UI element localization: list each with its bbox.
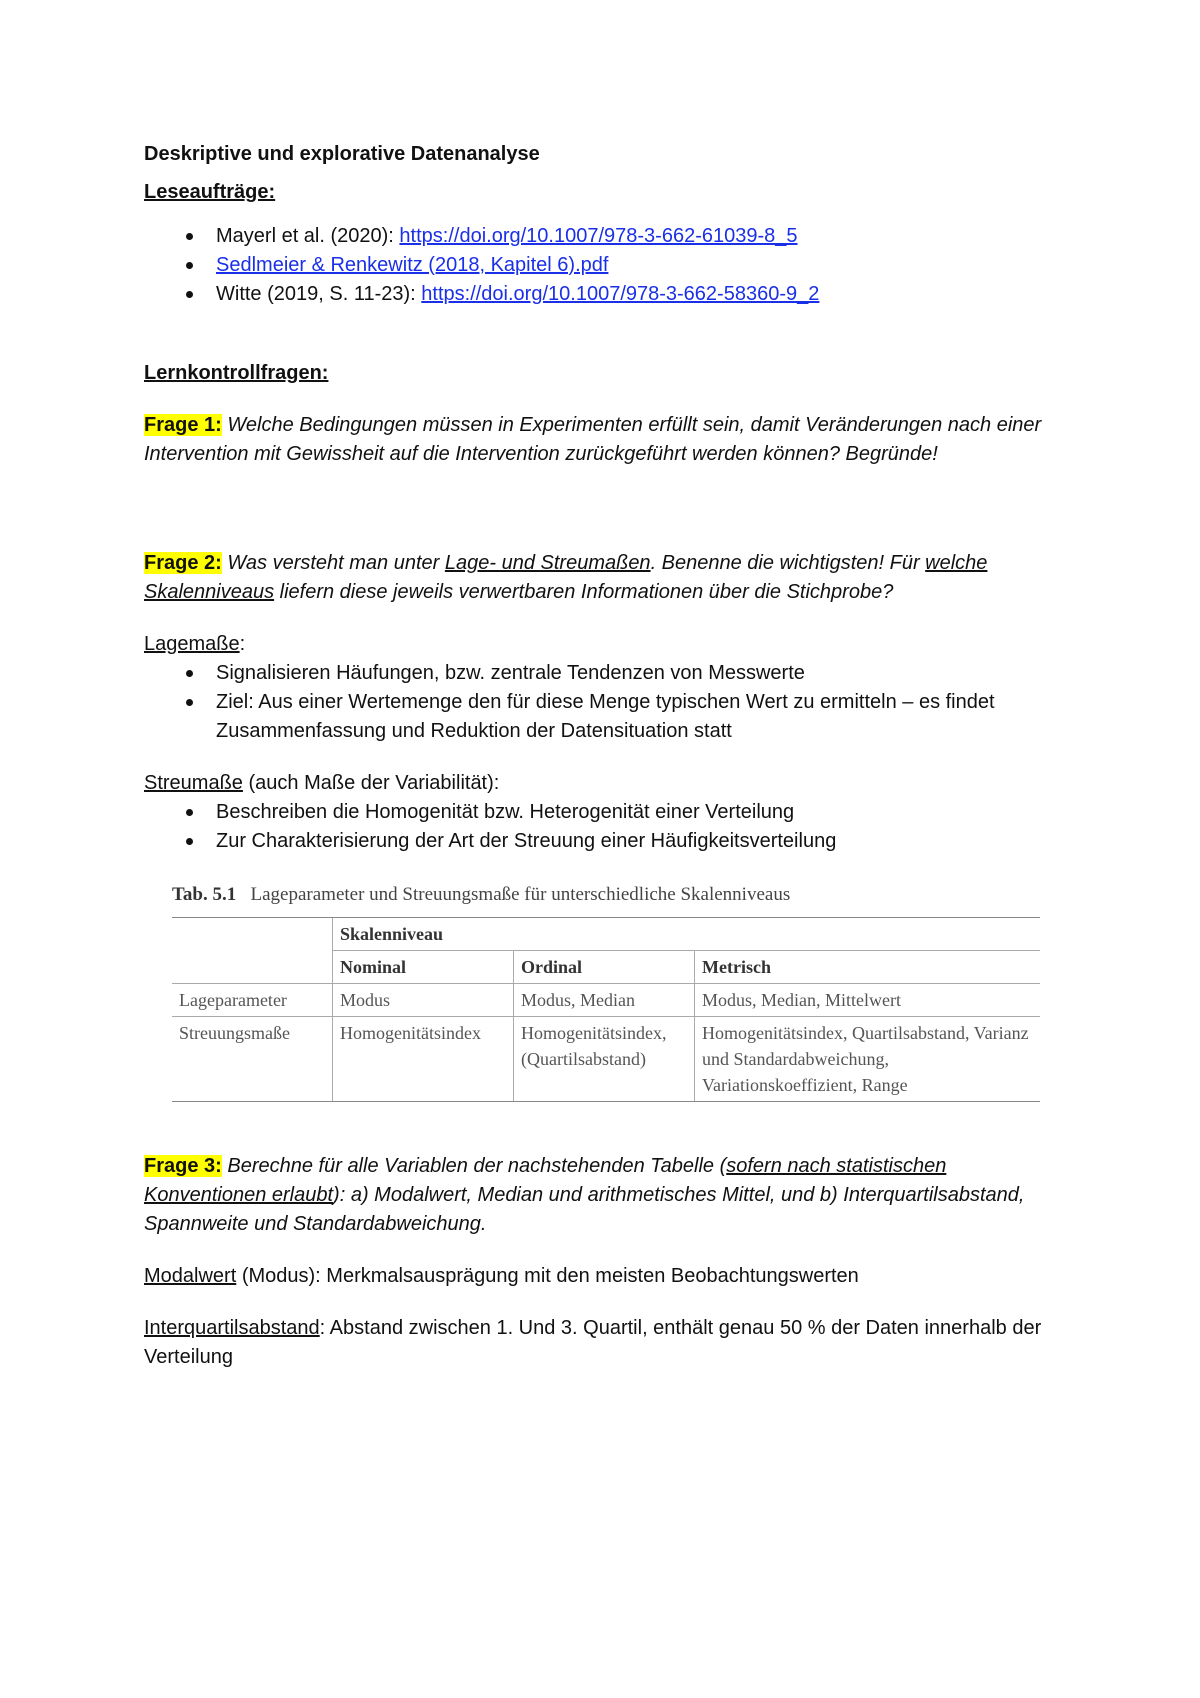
question-3: Frage 3: Berechne für alle Variablen der nachstehenden Tabelle (sofern nach statistischen Konventionen erlaubt): a) Modalwert, Median und arithmetisches Mittel, und b) Interquartilsabstand, Spannweite und Standardabweichung. — [144, 1155, 1025, 1235]
table-caption: Tab. 5.1 Lageparameter und Streuungsmaße für unterschiedliche Skalenniveaus — [172, 884, 791, 905]
scale-level-table — [172, 917, 1040, 1102]
reading-heading: Leseaufträge: — [144, 181, 276, 203]
lagemasse-list — [144, 659, 1044, 746]
question-1-label: Frage 1: — [144, 414, 222, 436]
document-page — [144, 140, 1044, 1372]
table-cell: Modus, Median, Mittelwert — [695, 984, 1041, 1017]
reading-list — [144, 222, 1044, 309]
question-1 — [144, 411, 1044, 469]
question-2: Frage 2: Was versteht man unter Lage- und Streumaßen. Benenne die wichtigsten! Für welche Skalenniveaus liefern diese jeweils verwertbaren Informationen über die Stichprobe? — [144, 552, 988, 603]
question-2-underline-2: welche Skalenniveaus — [144, 552, 988, 603]
question-2-label: Frage 2: — [144, 552, 222, 574]
control-questions-heading: Lernkontrollfragen: — [144, 362, 329, 384]
doi-link-witte[interactable]: https://doi.org/10.1007/978-3-662-58360-9_2 — [421, 283, 820, 305]
reading-item: Witte (2019, S. 11-23): https://doi.org/10.1007/978-3-662-58360-9_2 — [144, 280, 1044, 309]
reading-item — [144, 251, 1044, 280]
lagemasse-heading: Lagemaße: — [144, 633, 246, 655]
scale-level-table-figure — [172, 880, 1040, 1102]
table-group-header: Skalenniveau — [333, 918, 1041, 951]
table-row — [172, 1017, 1040, 1102]
interquartilsabstand-definition: Interquartilsabstand: Abstand zwischen 1. Und 3. Quartil, enthält genau 50 % der Daten innerhalb der Verteilung — [144, 1317, 1042, 1368]
question-2-underline-1: Lage- und Streumaßen — [444, 552, 651, 574]
table-cell: Modus — [333, 984, 514, 1017]
streumasse-list — [144, 798, 1044, 856]
table-cell: Modus, Median — [514, 984, 695, 1017]
table-row-label: Lageparameter — [172, 984, 333, 1017]
table-row — [172, 984, 1040, 1017]
document-title: Deskriptive und explorative Datenanalyse — [144, 143, 540, 165]
table-cell: Homogenitätsindex, Quartilsabstand, Varianz und Standardabweichung, Variationskoeffizient, Range — [695, 1017, 1041, 1102]
pdf-link-sedlmeier[interactable]: Sedlmeier & Renkewitz (2018, Kapitel 6).pdf — [216, 254, 609, 276]
list-item: Signalisieren Häufungen, bzw. zentrale Tendenzen von Messwerte — [144, 659, 1044, 688]
streumasse-heading: Streumaße (auch Maße der Variabilität): — [144, 772, 500, 794]
table-cell: Homogenitätsindex, (Quartilsabstand) — [514, 1017, 695, 1102]
table-row-label: Streuungsmaße — [172, 1017, 333, 1102]
doi-link-mayerl[interactable]: https://doi.org/10.1007/978-3-662-61039-8_5 — [399, 225, 798, 247]
list-item: Zur Charakterisierung der Art der Streuung einer Häufigkeitsverteilung — [144, 827, 1044, 856]
question-3-label: Frage 3: — [144, 1155, 222, 1177]
question-1-text: Welche Bedingungen müssen in Experimenten erfüllt sein, damit Veränderungen nach einer Intervention mit Gewissheit auf die Intervention zurückgeführt werden können? Begründe! — [144, 414, 1042, 465]
table-column-header: Nominal — [333, 951, 514, 984]
reading-item: Mayerl et al. (2020): https://doi.org/10.1007/978-3-662-61039-8_5 — [144, 222, 1044, 251]
list-item: Beschreiben die Homogenität bzw. Heterogenität einer Verteilung — [144, 798, 1044, 827]
question-3-underline: sofern nach statistischen Konventionen erlaubt — [144, 1155, 947, 1206]
modalwert-definition: Modalwert (Modus): Merkmalsausprägung mit den meisten Beobachtungswerten — [144, 1265, 859, 1287]
table-cell: Homogenitätsindex — [333, 1017, 514, 1102]
table-column-header: Metrisch — [695, 951, 1041, 984]
table-column-header: Ordinal — [514, 951, 695, 984]
list-item: Ziel: Aus einer Wertemenge den für diese Menge typischen Wert zu ermitteln – es findet Zusammenfassung und Reduktion der Datensituation statt — [144, 688, 1044, 746]
